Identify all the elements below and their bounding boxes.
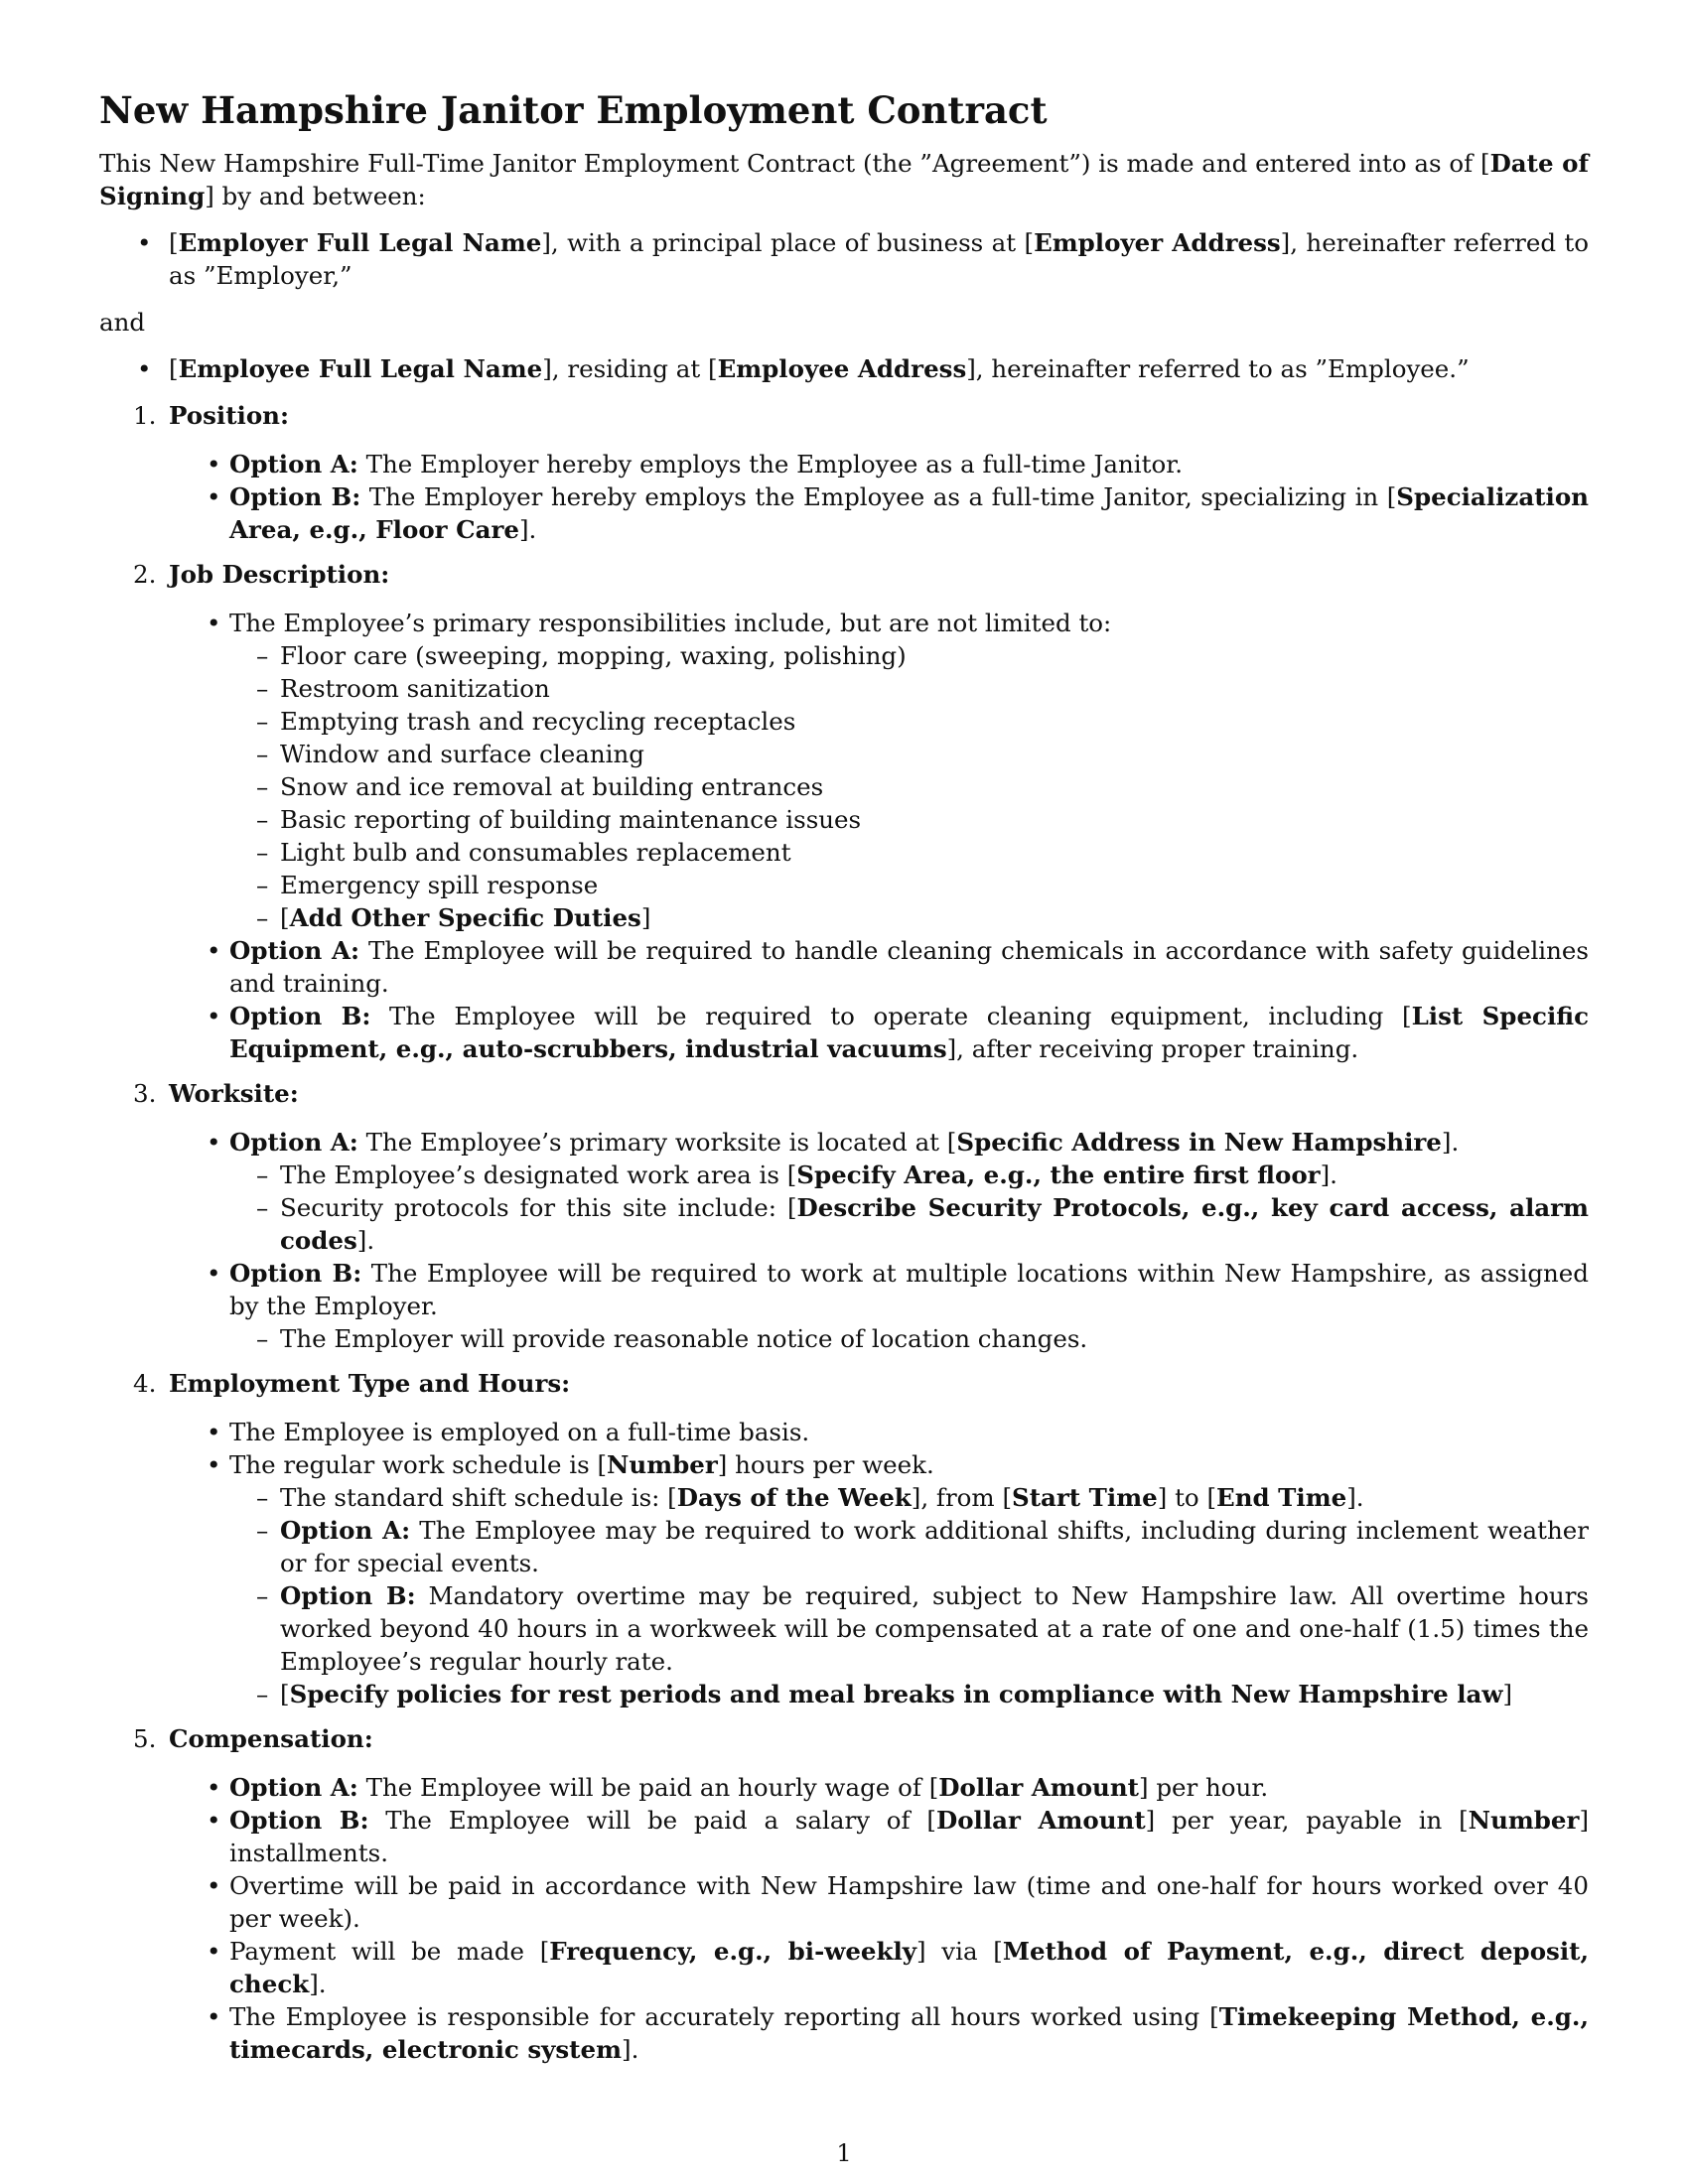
section-job-description (99, 558, 1589, 1065)
job-option-a: • Option A: The Employee will be required to handle cleaning chemicals in accordance with safety guidelines and training. (169, 934, 1589, 1000)
section-number: 2. (133, 560, 157, 589)
overtime-item: • Overtime will be paid in accordance with New Hampshire law (time and one-half for hours worked over 40 per week). (169, 1869, 1589, 1935)
employer-address-placeholder: Employer Address (1034, 228, 1281, 257)
rest-periods-item: – [Specify policies for rest periods and meal breaks in compliance with New Hampshire law] (229, 1678, 1589, 1710)
document-title: New Hampshire Janitor Employment Contract (99, 88, 1048, 132)
section-position (99, 399, 1589, 546)
position-option-a: • Option A: The Employer hereby employs the Employee as a full-time Janitor. (169, 448, 1589, 480)
section-number: 4. (133, 1369, 157, 1398)
worksite-option-a: • Option A: The Employee’s primary worksite is located at [Specific Address in New Hampshire]. (169, 1126, 1589, 1159)
job-option-b: • Option B: The Employee will be required to operate cleaning equipment, including [List Specific Equipment, e.g., auto-scrubbers, industrial vacuums], after receiving proper training. (169, 1000, 1589, 1065)
full-time-item: • The Employee is employed on a full-time basis. (169, 1416, 1589, 1448)
duty-item: – Floor care (sweeping, mopping, waxing, polishing) (229, 639, 1589, 672)
duty-item-other: – [Add Other Specific Duties] (229, 901, 1589, 934)
duty-item: – Emergency spill response (229, 869, 1589, 901)
duty-item: – Restroom sanitization (229, 672, 1589, 705)
employee-party-item: • [Employee Full Legal Name], residing at [Employee Address], hereinafter referred to as ”Employee.” (99, 352, 1589, 385)
timekeeping-item: • The Employee is responsible for accurately reporting all hours worked using [Timekeeping Method, e.g., timecards, electronic system]. (169, 2000, 1589, 2066)
and-text: and (99, 308, 146, 337)
section-worksite (99, 1077, 1589, 1355)
compensation-option-b: • Option B: The Employee will be paid a salary of [Dollar Amount] per year, payable in [Number] installments. (169, 1804, 1589, 1869)
date-of-signing-placeholder: Date of Signing (99, 149, 1589, 210)
section-title: Worksite: (169, 1079, 299, 1108)
employee-name-placeholder: Employee Full Legal Name (178, 354, 543, 383)
security-protocols-item: – Security protocols for this site include: [Describe Security Protocols, e.g., key card access, alarm codes]. (229, 1191, 1589, 1257)
page-number: 1 (836, 2139, 852, 2167)
duty-item: – Light bulb and consumables replacement (229, 836, 1589, 869)
work-area-item: – The Employee’s designated work area is [Specify Area, e.g., the entire first floor]. (229, 1159, 1589, 1191)
compensation-option-a: • Option A: The Employee will be paid an hourly wage of [Dollar Amount] per hour. (169, 1771, 1589, 1804)
shift-schedule-item: – The standard shift schedule is: [Days of the Week], from [Start Time] to [End Time]. (229, 1481, 1589, 1514)
section-employment-type (99, 1367, 1589, 1710)
duty-item: – Basic reporting of building maintenance issues (229, 803, 1589, 836)
section-compensation (99, 1722, 1589, 2066)
intro-paragraph: This New Hampshire Full-Time Janitor Employment Contract (the ”Agreement”) is made and entered into as of [Date of Signing] by and between: (99, 149, 1589, 210)
responsibilities-lead: • The Employee’s primary responsibilities include, but are not limited to: (169, 607, 1589, 639)
worksite-option-b: • Option B: The Employee will be required to work at multiple locations within New Hampshire, as assigned by the Employer. (169, 1257, 1589, 1322)
payment-item: • Payment will be made [Frequency, e.g., bi-weekly] via [Method of Payment, e.g., direct deposit, check]. (169, 1935, 1589, 2000)
location-notice-item: – The Employer will provide reasonable notice of location changes. (229, 1322, 1589, 1355)
hours-option-b: – Option B: Mandatory overtime may be required, subject to New Hampshire law. All overtime hours worked beyond 40 hours in a workweek will be compensated at a rate of one and one-half (1.5) times the Employee’s regular hourly rate. (229, 1579, 1589, 1678)
contract-page (99, 87, 1589, 2078)
section-number: 5. (133, 1724, 157, 1753)
duty-item: – Emptying trash and recycling receptacles (229, 705, 1589, 738)
section-title: Job Description: (169, 560, 390, 589)
duty-item: – Snow and ice removal at building entrances (229, 770, 1589, 803)
section-number: 1. (133, 401, 157, 430)
section-title: Compensation: (169, 1724, 373, 1753)
work-schedule-item: • The regular work schedule is [Number] hours per week. (169, 1448, 1589, 1481)
employee-address-placeholder: Employee Address (717, 354, 967, 383)
duty-item: – Window and surface cleaning (229, 738, 1589, 770)
section-title: Position: (169, 401, 290, 430)
employer-party-item: • [Employer Full Legal Name], with a principal place of business at [Employer Address], hereinafter referred to as ”Employer,” (99, 226, 1589, 292)
section-number: 3. (133, 1079, 157, 1108)
employer-name-placeholder: Employer Full Legal Name (178, 228, 542, 257)
hours-option-a: – Option A: The Employee may be required to work additional shifts, including during inclement weather or for special events. (229, 1514, 1589, 1579)
section-title: Employment Type and Hours: (169, 1369, 571, 1398)
position-option-b: • Option B: The Employer hereby employs the Employee as a full-time Janitor, specializing in [Specialization Area, e.g., Floor Care]. (169, 480, 1589, 546)
